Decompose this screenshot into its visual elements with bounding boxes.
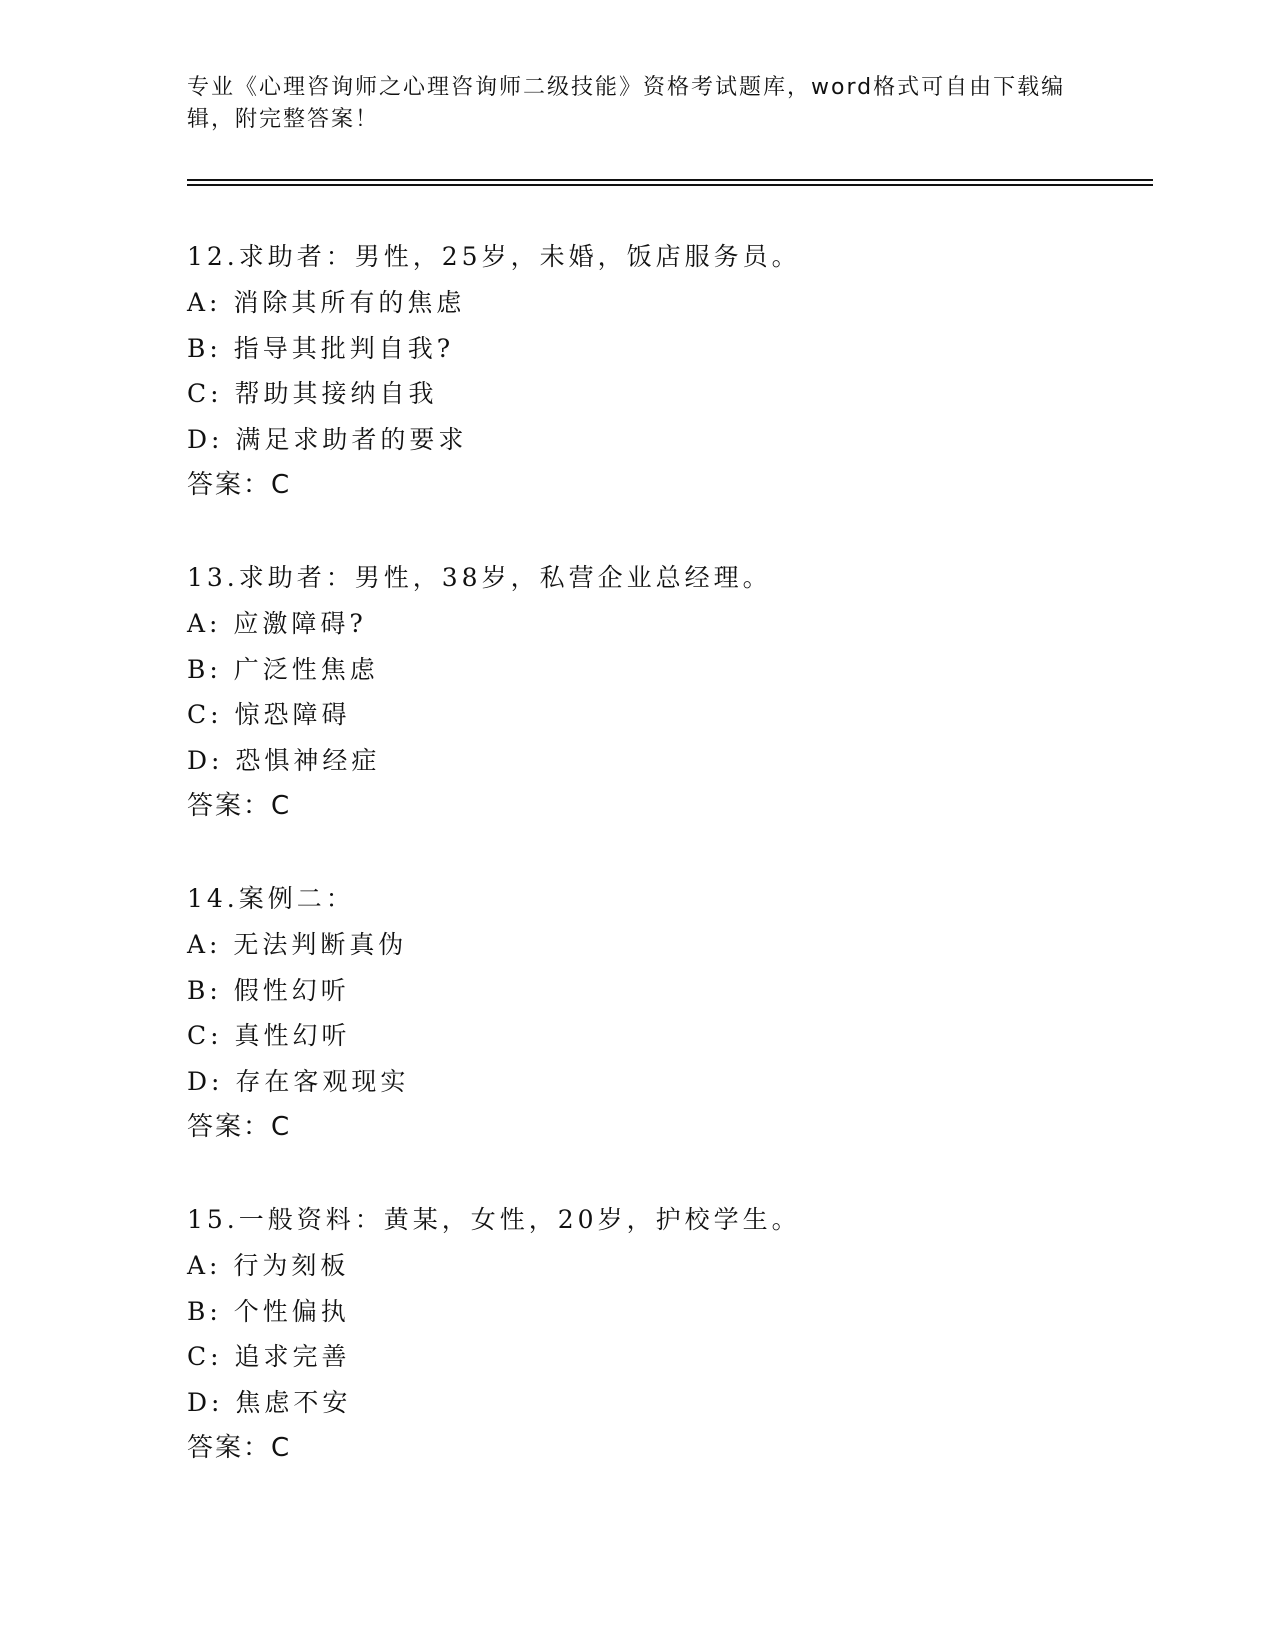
question-12 [187, 234, 1087, 509]
question-15 [187, 1197, 1087, 1472]
answer: 答案：C [187, 1111, 292, 1142]
question-stem: 14.案例二： [187, 884, 355, 913]
option-d: D: 满足求助者的要求 [187, 425, 468, 455]
question-stem: 13.求助者：男性，38岁，私营企业总经理。 [187, 563, 772, 592]
option-d: D: 恐惧神经症 [187, 746, 381, 776]
question-13 [187, 555, 1087, 830]
option-d: D: 焦虑不安 [187, 1388, 352, 1418]
question-stem: 15.一般资料：黄某，女性，20岁，护校学生。 [187, 1205, 801, 1234]
option-a: A: 应激障碍? [187, 608, 367, 638]
document-intro: 专业《心理咨询师之心理咨询师二级技能》资格考试题库，word格式可自由下载编辑，附完整答案！ [187, 75, 1066, 132]
option-c: C: 真性幻听 [187, 1021, 351, 1051]
header-divider-top [187, 179, 1153, 181]
option-b: B: 指导其批判自我? [187, 333, 455, 363]
option-d: D: 存在客观现实 [187, 1067, 410, 1097]
answer: 答案：C [187, 790, 292, 821]
option-c: C: 帮助其接纳自我 [187, 379, 438, 409]
option-b: B: 假性幻听 [187, 975, 350, 1005]
question-14 [187, 876, 1087, 1151]
option-a: A: 行为刻板 [187, 1250, 350, 1280]
option-a: A: 无法判断真伪 [187, 929, 408, 959]
option-a: A: 消除其所有的焦虑 [187, 287, 466, 317]
answer: 答案：C [187, 1432, 292, 1463]
option-c: C: 惊恐障碍 [187, 700, 351, 730]
option-b: B: 广泛性焦虑 [187, 654, 379, 684]
answer: 答案：C [187, 469, 292, 500]
option-c: C: 追求完善 [187, 1342, 351, 1372]
header-divider-bottom [187, 184, 1153, 186]
question-stem: 12.求助者：男性，25岁，未婚，饭店服务员。 [187, 242, 801, 271]
option-b: B: 个性偏执 [187, 1296, 350, 1326]
